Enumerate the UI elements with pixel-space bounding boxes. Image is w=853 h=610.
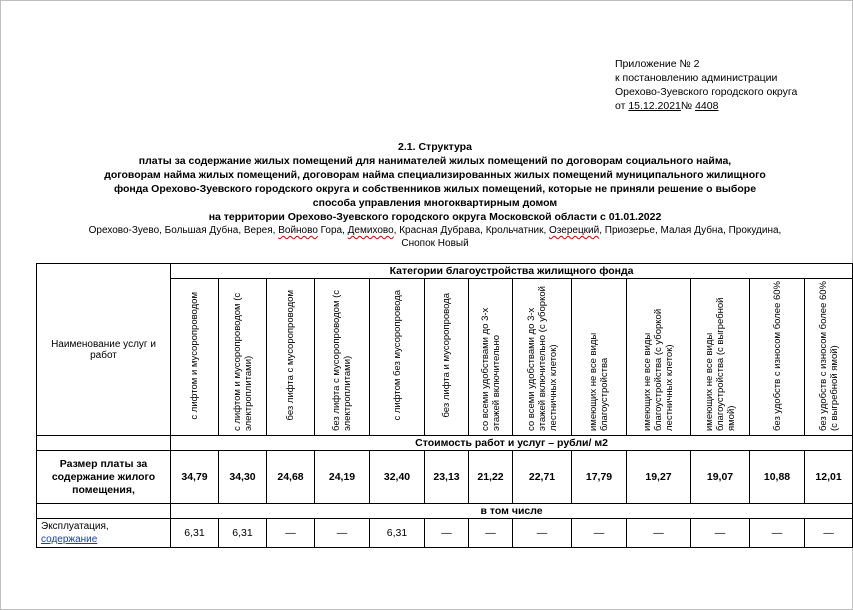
town-demikhovo: Демихово (347, 225, 394, 236)
heading-line-6: на территории Орехово-Зуевского городского округа Московской области с 01.01.2022 (208, 211, 662, 223)
exploitation-value-1: 6,31 (171, 519, 219, 548)
category-label: без лифта и мусоропровода (441, 293, 452, 418)
exploitation-value-6: — (425, 519, 469, 548)
category-header: Категории благоустройства жилищного фонда (171, 264, 853, 279)
document-heading (40, 140, 830, 224)
category-col-4 (315, 279, 370, 436)
category-col-11 (691, 279, 750, 436)
payment-value-4: 24,19 (315, 451, 370, 504)
empty-cell (37, 436, 171, 451)
category-label: с лифтом без мусоропровода (391, 290, 403, 421)
tariff-table (36, 263, 853, 548)
exploitation-value-11: — (691, 519, 750, 548)
payment-value-7: 21,22 (469, 451, 513, 504)
category-col-5 (370, 279, 425, 436)
category-col-13 (805, 279, 853, 436)
appendix-title: Приложение № 2 (615, 58, 700, 70)
town-ozeretsky: Озерецкий (549, 225, 600, 236)
category-label: без лифта с мусоропроводом (285, 290, 296, 421)
exploitation-value-13: — (805, 519, 853, 548)
appendix-block (615, 57, 797, 113)
category-col-12 (750, 279, 805, 436)
towns-part: Гора, (317, 225, 348, 236)
heading-line-5: способа управления многоквартирным домом (312, 197, 558, 209)
exploitation-value-12: — (750, 519, 805, 548)
category-label: имеющих не все виды благоустройства (с уборкой лестничных клеток) (642, 308, 675, 431)
category-label: имеющих не все виды благоустройства (с выгребной ямой) (703, 297, 737, 431)
payment-value-2: 34,30 (219, 451, 267, 504)
number-prefix: № (680, 100, 693, 112)
category-label: со всеми удобствами до 3-х этажей включительно (479, 307, 502, 431)
heading-line-2: платы за содержание жилых помещений для нанимателей жилых помещений по договорам социального найма, (138, 155, 732, 167)
category-label: с лифтом и мусоропроводом (с электроплитами) (231, 292, 254, 431)
exploitation-value-3: — (267, 519, 315, 548)
payment-value-12: 10,88 (750, 451, 805, 504)
towns-part: Орехово-Зуево, Большая Дубна, Верея, (88, 225, 279, 236)
exploitation-value-5: 6,31 (370, 519, 425, 548)
category-col-3 (267, 279, 315, 436)
decree-number: 4408 (695, 100, 719, 112)
payment-value-3: 24,68 (267, 451, 315, 504)
heading-line-4: фонда Орехово-Зуевского городского округа и собственников жилых помещений, которые не приняли решение о выборе (113, 183, 757, 195)
payment-value-9: 17,79 (572, 451, 627, 504)
exploitation-label (37, 519, 171, 548)
category-col-7 (469, 279, 513, 436)
payment-value-11: 19,07 (691, 451, 750, 504)
category-label: без удобств с износом более 60% (771, 280, 783, 431)
cost-header: Стоимость работ и услуг – рубли/ м2 (171, 436, 853, 451)
category-label: имеющих не все виды благоустройства (588, 332, 610, 431)
payment-value-13: 12,01 (805, 451, 853, 504)
category-label: со всеми удобствами до 3-х этажей включительно (с уборкой лестничных клеток) (525, 285, 559, 431)
category-label: без удобств с износом более 60% (с выгребной ямой) (817, 280, 840, 431)
exploitation-value-4: — (315, 519, 370, 548)
appendix-line-3: Орехово-Зуевского городского округа (615, 86, 798, 98)
towns-line-1 (40, 224, 830, 237)
exploitation-label-line-2: содержание (41, 534, 98, 545)
towns-list (40, 224, 830, 250)
payment-value-10: 19,27 (627, 451, 691, 504)
exploitation-value-10: — (627, 519, 691, 548)
exploitation-value-8: — (513, 519, 572, 548)
towns-part: , Приозерье, Малая Дубна, Прокудина, (599, 225, 782, 236)
towns-part: , Красная Дубрава, Крольчатник, (393, 225, 550, 236)
exploitation-value-7: — (469, 519, 513, 548)
payment-value-8: 22,71 (513, 451, 572, 504)
exploitation-label-line-1: Эксплуатация, (41, 521, 109, 532)
payment-label: Размер платы за содержание жилого помещения, (37, 451, 171, 504)
payment-value-6: 23,13 (425, 451, 469, 504)
exploitation-value-9: — (572, 519, 627, 548)
payment-value-5: 32,40 (370, 451, 425, 504)
appendix-date-line (615, 99, 797, 113)
payment-value-1: 34,79 (171, 451, 219, 504)
category-col-2 (219, 279, 267, 436)
date-prefix: от (615, 100, 626, 112)
heading-line-3: договорам найма жилых помещений, договорам найма специализированных жилых помещений муниципального жилищного (104, 169, 766, 181)
category-label: без лифта с мусоропроводом (с электроплитами) (331, 289, 353, 431)
heading-line-1: 2.1. Структура (398, 141, 472, 153)
appendix-line-2: к постановлению администрации (615, 72, 778, 84)
category-col-8 (513, 279, 572, 436)
category-label: с лифтом и мусоропроводом (189, 291, 200, 420)
category-col-6 (425, 279, 469, 436)
decree-date: 15.12.2021 (628, 100, 681, 112)
service-name-header: Наименование услуг и работ (37, 264, 171, 436)
category-col-1 (171, 279, 219, 436)
category-col-10 (627, 279, 691, 436)
category-col-9 (572, 279, 627, 436)
including-header: в том числе (171, 504, 853, 519)
towns-line-2: Снопок Новый (401, 238, 469, 249)
exploitation-value-2: 6,31 (219, 519, 267, 548)
empty-cell (37, 504, 171, 519)
town-voynovo: Войново (278, 225, 318, 236)
